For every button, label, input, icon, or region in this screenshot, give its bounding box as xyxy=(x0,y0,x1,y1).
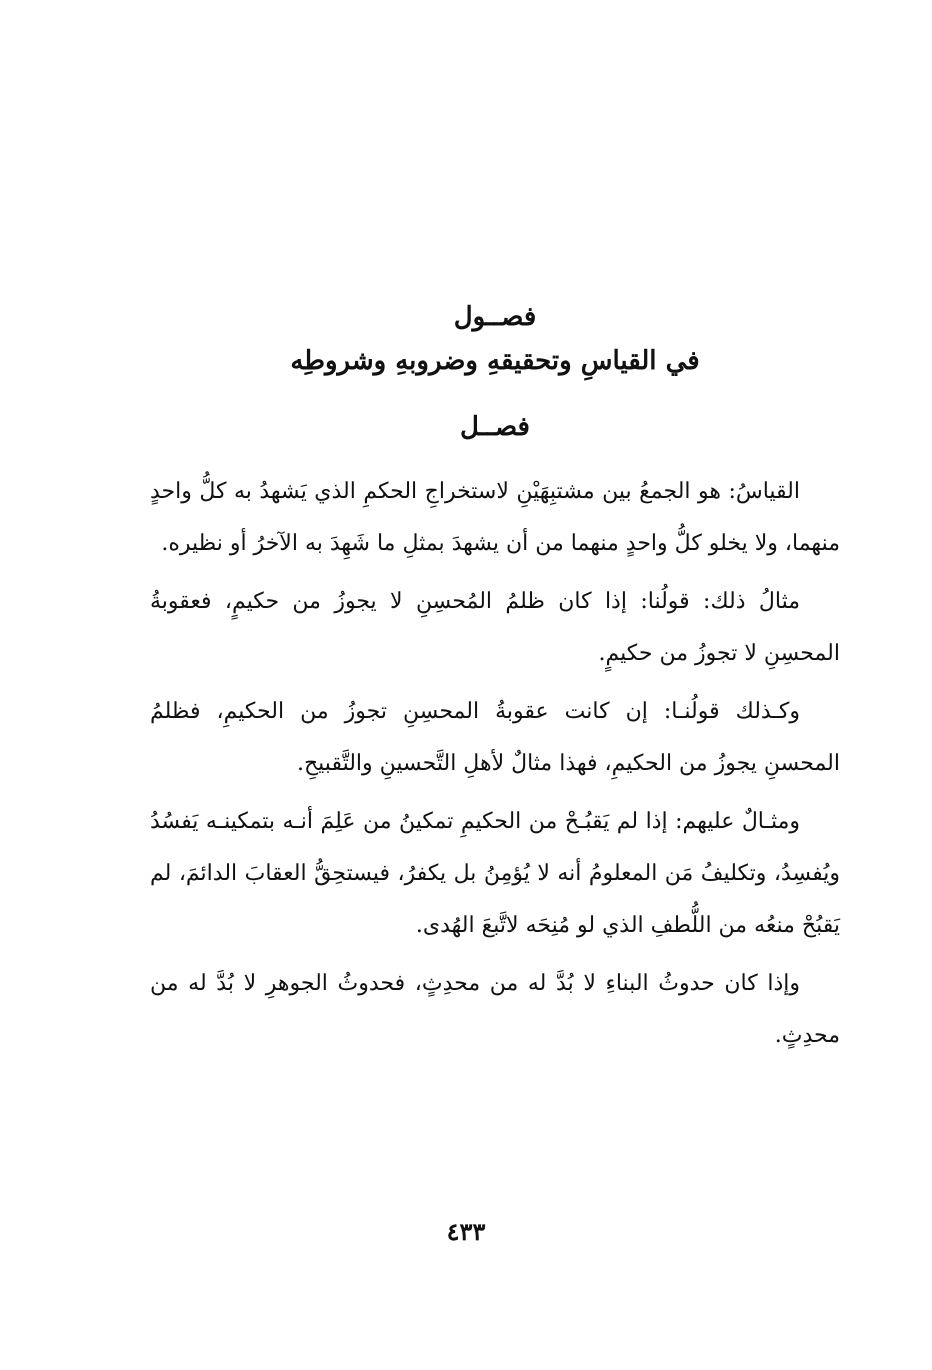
body-text xyxy=(150,466,840,1068)
paragraph-likewise: وكـذلك قولُنـا: إن كانت عقوبةُ المحسِنِ تجوزُ من الحكيمِ، فظلمُ المحسنِ يجوزُ من الحكيمِ، فهذا مثالٌ لأهلِ التَّحسينِ والتَّقبيحِ. xyxy=(150,699,840,776)
paragraph-example: مثالُ ذلك: قولُنا: إذا كان ظلمُ المُحسِنِ لا يجوزُ من حكيمٍ، فعقوبةُ المحسِنِ لا تجوزُ من حكيمٍ. xyxy=(150,589,840,666)
chapter-headings xyxy=(150,295,840,449)
paragraph-origination: وإذا كان حدوثُ البناءِ لا بُدَّ له من محدِثٍ، فحدوثُ الجوهرِ لا بُدَّ له من محدِثٍ. xyxy=(150,971,840,1048)
chapter-subtitle: في القياسِ وتحقيقهِ وضروبهِ وشروطِه xyxy=(290,346,700,376)
page-number: ٤٣٣ xyxy=(446,1217,486,1246)
chapter-title: فصــول xyxy=(453,302,537,332)
section-title: فصــل xyxy=(460,412,530,442)
paragraph-definition: القياسُ: هو الجمعُ بين مشتبِهَيْنِ لاستخراجِ الحكمِ الذي يَشهدُ به كلُّ واحدٍ منهما، ولا يخلو كلُّ واحدٍ منهما من أن يشهدَ بمثلِ ما شَهِدَ به الآخرُ أو نظيره. xyxy=(150,479,840,556)
paragraph-counter-example: ومثـالٌ عليهم: إذا لم يَقبُـحْ من الحكيمِ تمكينُ من عَلِمَ أنـه بتمكينـه يَفسُدُ ويُفسِدُ، وتكليفُ مَن المعلومُ أنه لا يُؤمِنُ بل يكفرُ، فيستحِقُّ العقابَ الدائمَ، لم يَقبُحْ منعُه من اللُّطفِ الذي لو مُنِحَه لاتَّبعَ الهُدى. xyxy=(150,809,840,938)
